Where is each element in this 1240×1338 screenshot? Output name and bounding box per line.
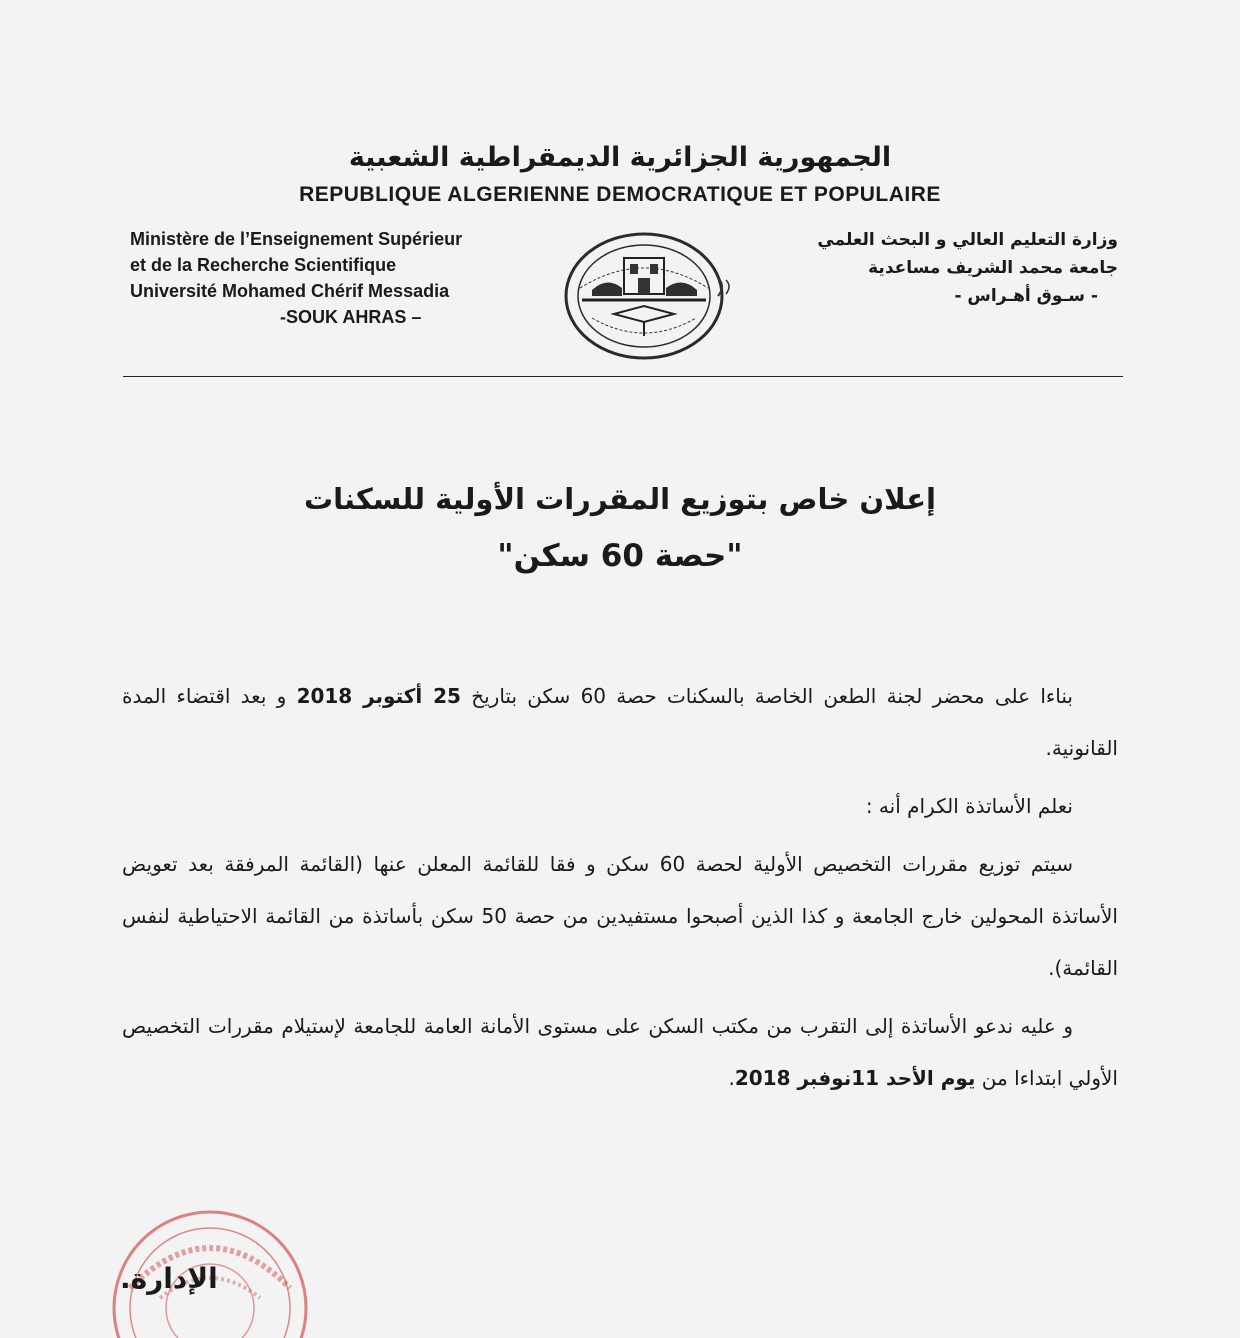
fr-line-city: -SOUK AHRAS – bbox=[280, 307, 422, 327]
header-divider bbox=[123, 376, 1123, 377]
fr-line-university: Université Mohamed Chérif Messadia bbox=[130, 281, 450, 301]
announcement-subtitle: "حصة 60 سكن" bbox=[497, 538, 743, 574]
fr-line-ministry: Ministère de l’Enseignement Supérieur bbox=[130, 229, 463, 249]
p4-text-b: . bbox=[728, 1066, 735, 1090]
paragraph-4 bbox=[122, 1000, 1118, 1104]
header-arabic-republic: الجمهورية الجزائرية الديمقراطية الشعبية bbox=[348, 142, 892, 173]
announcement-title: إعلان خاص بتوزيع المقررات الأولية للسكنات bbox=[304, 482, 936, 516]
signature-administration: الإدارة. bbox=[120, 1262, 218, 1295]
p1-date: 25 أكتوبر 2018 bbox=[296, 684, 461, 708]
p1-text-b: و بعد اقتضاء المدة القانونية. bbox=[122, 684, 1118, 760]
p4-date: يوم الأحد 11نوفبر 2018 bbox=[734, 1066, 976, 1090]
header-french-republic: REPUBLIQUE ALGERIENNE DEMOCRATIQUE ET POPULAIRE bbox=[299, 183, 941, 206]
ar-line-city: - سـوق أهـراس - bbox=[954, 286, 1098, 306]
p4-text-a: و عليه ندعو الأساتذة إلى التقرب من مكتب السكن على مستوى الأمانة العامة للجامعة لإستيلام مقررات التخصيص الأولي ابتداءا من bbox=[122, 1014, 1118, 1090]
header-french-institution bbox=[130, 226, 530, 330]
fr-line-research: et de la Recherche Scientifique bbox=[130, 255, 397, 275]
ar-line-university: جامعة محمد الشريف مساعدية bbox=[868, 258, 1118, 278]
paragraph-2: نعلم الأساتذة الكرام أنه : bbox=[865, 794, 1073, 818]
paragraph-1 bbox=[122, 670, 1118, 774]
university-logo bbox=[552, 218, 748, 366]
ar-line-ministry: وزارة التعليم العالي و البحث العلمي bbox=[817, 230, 1118, 250]
paragraph-3: سيتم توزيع مقررات التخصيص الأولية لحصة 60 سكن و فقا للقائمة المعلن عنها (القائمة المرفقة بعد تعويض الأساتذة المحولين خارج الجامعة و كذا الذين أصبحوا مستفيدين من حصة 50 سكن بأساتذة من القائمة الاحتياطية لنفس القائمة). bbox=[122, 852, 1118, 980]
announcement-body bbox=[122, 670, 1118, 1110]
p1-text-a: بناءا على محضر لجنة الطعن الخاصة بالسكنات حصة 60 سكن بتاريخ bbox=[460, 684, 1073, 708]
header-arabic-institution bbox=[788, 226, 1118, 310]
